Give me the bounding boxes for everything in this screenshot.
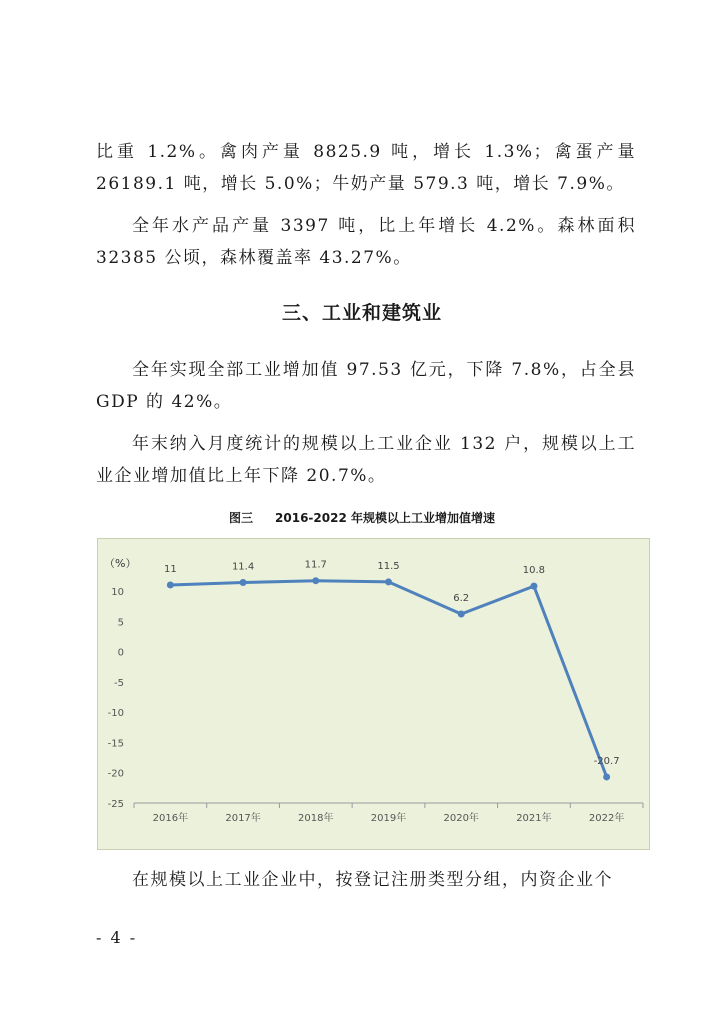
y-tick-label: 5 [117, 617, 124, 629]
paragraph-livestock: 比重 1.2%。禽肉产量 8825.9 吨，增长 1.3%；禽蛋产量 26189.1 吨，增长 5.0%；牛奶产量 579.3 吨，增长 7.9%。 [96, 142, 636, 194]
x-tick-label: 2021年 [516, 813, 552, 824]
x-tick-label: 2018年 [298, 813, 334, 824]
y-tick-label: -15 [107, 738, 124, 750]
figure-title: 2016-2022 年规模以上工业增加值增速 [275, 511, 495, 525]
data-label: 11.5 [377, 560, 400, 572]
figure-number: 图三 [229, 511, 254, 525]
data-point [458, 611, 465, 618]
paragraph-industry-value: 全年实现全部工业增加值 97.53 亿元，下降 7.8%，占全县 GDP 的 42%。 [96, 360, 636, 412]
x-tick-label: 2020年 [443, 813, 479, 824]
x-tick-label: 2017年 [225, 813, 261, 824]
y-tick-label: 0 [117, 647, 124, 659]
section-heading: 三、工业和建筑业 [281, 302, 442, 324]
y-tick-label: -5 [114, 677, 124, 689]
paragraph-aquatic-forest: 全年水产品产量 3397 吨，比上年增长 4.2%。森林面积 32385 公顷，森林覆盖率 43.27%。 [96, 216, 636, 268]
data-point [385, 578, 392, 585]
data-label: 6.2 [453, 593, 470, 605]
paragraph-industry-enterprises: 年末纳入月度统计的规模以上工业企业 132 户，规模以上工业企业增加值比上年下降 20.7%。 [96, 434, 636, 486]
data-point [530, 583, 537, 590]
data-label: 11.7 [304, 559, 327, 571]
paragraph-enterprise-types: 在规模以上工业企业中，按登记注册类型分组，内资企业个 [132, 870, 613, 890]
y-tick-label: 10 [111, 587, 124, 598]
y-axis-unit-label: （%） [104, 557, 137, 570]
x-tick-label: 2016年 [152, 813, 189, 824]
series-line [170, 581, 606, 777]
data-point [312, 577, 319, 584]
x-tick-label: 2019年 [370, 813, 407, 824]
figure-caption [0, 509, 724, 526]
data-label: 10.8 [522, 565, 546, 577]
data-point [167, 581, 174, 588]
data-point [603, 773, 610, 780]
data-point [240, 579, 247, 586]
page-number: - 4 - [96, 928, 138, 947]
data-label: 11 [163, 563, 177, 575]
line-chart [98, 539, 649, 849]
x-tick-label: 2022年 [588, 813, 625, 824]
y-tick-label: -10 [107, 708, 124, 720]
chart-container [97, 538, 650, 850]
data-label: -20.7 [593, 755, 620, 767]
y-tick-label: -25 [107, 799, 124, 810]
y-tick-label: -20 [107, 768, 124, 780]
data-label: 11.4 [231, 561, 255, 573]
